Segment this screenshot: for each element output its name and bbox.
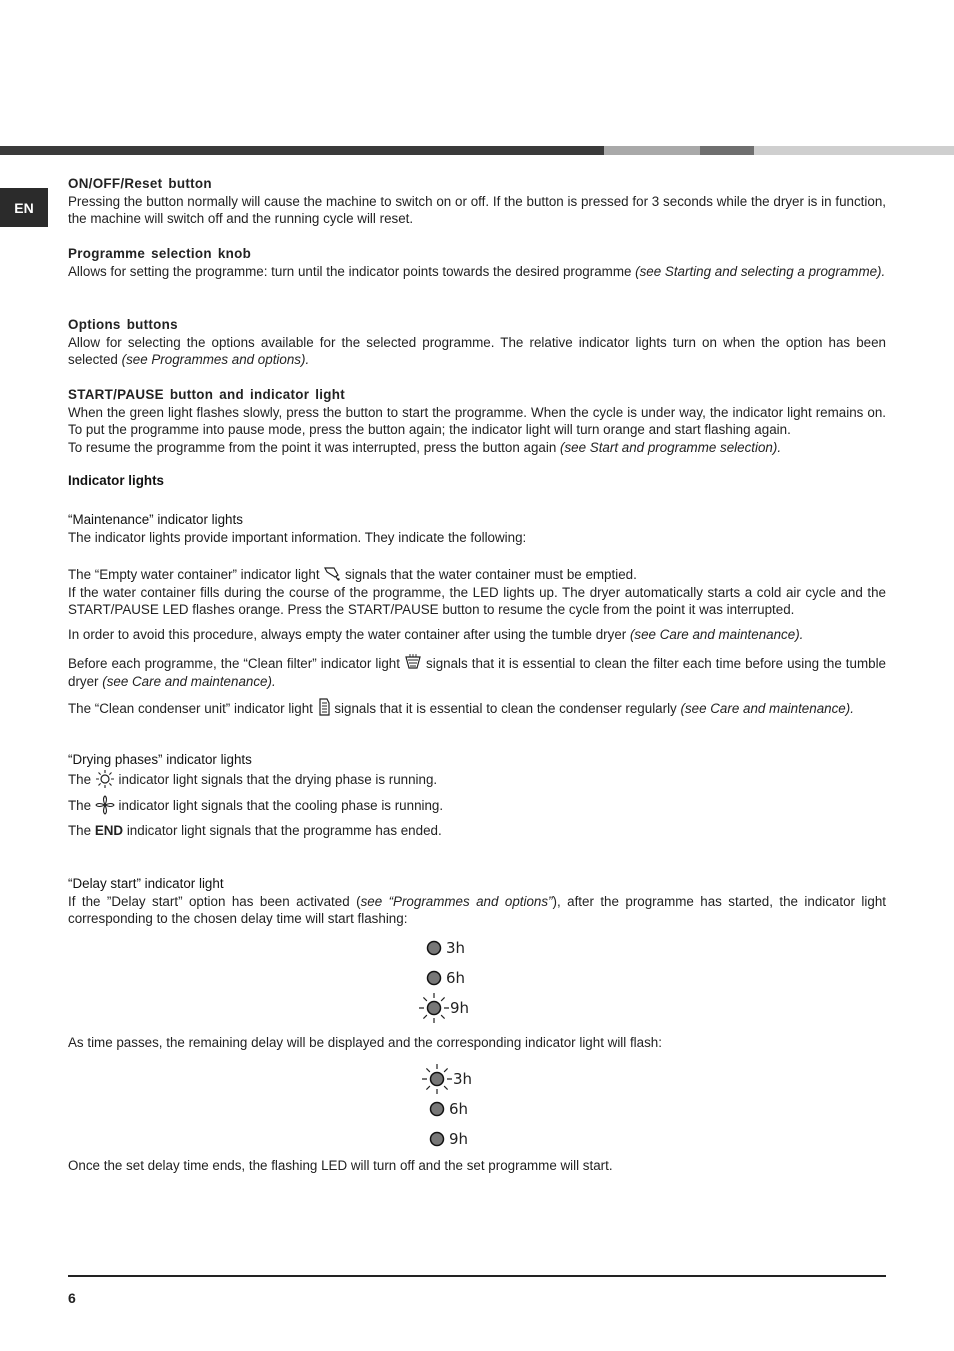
led-icon xyxy=(426,970,442,986)
section-text: Allows for setting the programme: turn until the indicator points towards the desired programme (see Starting and selecting a programme). xyxy=(68,263,886,279)
top-bar-segment xyxy=(604,146,700,155)
delay-led-row xyxy=(426,967,465,989)
section-title: “Delay start” indicator light xyxy=(68,876,224,891)
delay-led-label: 9h xyxy=(449,1130,469,1148)
section-drying: “Drying phases” indicator lights The indicator light signals that the drying phase is running. xyxy=(68,751,886,789)
ends-paragraph: Once the set delay time ends, the flashing LED will turn off and the set programme will start. xyxy=(68,1158,613,1173)
water-container-paragraph: The “Empty water container” indicator light signals that the water container must be emptied. If the water container fills during the course of the programme, the LED lights up. The dryer automatically starts a cold air cycle and the START/PAUSE LED flashes orange. Press the START/PAUSE button to resume the cycle from the point it was interrupted. xyxy=(68,564,886,619)
section-maintenance xyxy=(68,511,886,546)
section-title: ON/OFF/Reset button xyxy=(68,176,212,191)
end-paragraph: The END indicator light signals that the programme has ended. xyxy=(68,823,442,838)
page-number: 6 xyxy=(68,1290,76,1306)
top-bar-segment xyxy=(700,146,754,155)
flashing-led-icon xyxy=(420,1062,454,1096)
filter-icon xyxy=(404,653,422,671)
passes-paragraph: As time passes, the remaining delay will be displayed and the corresponding indicator light will flash: xyxy=(68,1035,662,1050)
section-title: “Drying phases” indicator lights xyxy=(68,752,252,767)
section-options xyxy=(68,316,886,369)
delay-led-row-flashing xyxy=(417,997,469,1019)
section-delay: “Delay start” indicator light If the ”Delay start” option has been activated (see “Programmes and options”), after the programme has started, the indicator light corresponding to the chosen delay time will start flashing: xyxy=(68,876,886,927)
section-text: The indicator lights provide important information. They indicate the following: xyxy=(68,529,527,545)
page-heading: Indicator lights xyxy=(68,473,164,488)
delay-led-label: 6h xyxy=(446,969,466,987)
section-startpause xyxy=(68,386,886,456)
section-title: “Maintenance” indicator lights xyxy=(68,512,243,527)
delay-led-row xyxy=(429,1098,468,1120)
section-title: START/PAUSE button and indicator light xyxy=(68,387,346,402)
delay-led-label: 3h xyxy=(446,939,466,957)
delay-led-label: 3h xyxy=(453,1070,473,1088)
cooling-paragraph: The indicator light signals that the cooling phase is running. xyxy=(68,795,886,815)
top-bar-segment xyxy=(754,146,954,155)
indicator-heading-block xyxy=(68,472,886,490)
section-knob xyxy=(68,245,886,280)
end-label: END xyxy=(94,823,124,838)
water-container-icon xyxy=(323,564,341,582)
condenser-paragraph: The “Clean condenser unit” indicator light signals that it is essential to clean the condenser regularly (see Care and maintenance). xyxy=(68,697,886,718)
language-tab: EN xyxy=(0,188,48,227)
top-bar-segment xyxy=(0,146,604,155)
delay-led-row xyxy=(429,1128,468,1150)
section-text: When the green light flashes slowly, press the button to start the programme. When the cycle is under way, the indicator light remains on. To put the programme into pause mode, press the button again; the indicator light will turn orange and start flashing again. xyxy=(68,404,886,438)
fan-icon xyxy=(95,795,115,815)
led-icon xyxy=(429,1101,445,1117)
delay-led-label: 6h xyxy=(449,1100,469,1118)
condenser-icon xyxy=(317,697,331,717)
delay-led-row xyxy=(426,937,465,959)
led-icon xyxy=(426,940,442,956)
led-icon xyxy=(429,1131,445,1147)
avoid-paragraph: In order to avoid this procedure, always empty the water container after using the tumble dryer (see Care and maintenance). xyxy=(68,627,804,642)
sun-icon xyxy=(95,769,115,789)
flashing-led-icon xyxy=(417,991,451,1025)
delay-led-row-flashing xyxy=(420,1068,472,1090)
filter-paragraph: Before each programme, the “Clean filter” indicator light signals that it is essential to clean the filter each time before using the tumble dryer (see Care and maintenance). xyxy=(68,653,886,690)
delay-led-label: 9h xyxy=(450,999,470,1017)
top-color-bar xyxy=(0,146,954,155)
section-text: To resume the programme from the point it was interrupted, press the button again (see Start and programme selection). xyxy=(68,439,782,455)
section-text: Pressing the button normally will cause the machine to switch on or off. If the button is pressed for 3 seconds while the dryer is in function, the machine will switch off and the running cycle will reset. xyxy=(68,193,886,227)
section-onoff xyxy=(68,175,886,228)
section-text: Allow for selecting the options available for the selected programme. The relative indicator lights turn on when the option has been selected (see Programmes and options). xyxy=(68,334,886,368)
section-title: Options buttons xyxy=(68,317,178,332)
section-title: Programme selection knob xyxy=(68,246,252,261)
footer-rule xyxy=(68,1275,886,1277)
